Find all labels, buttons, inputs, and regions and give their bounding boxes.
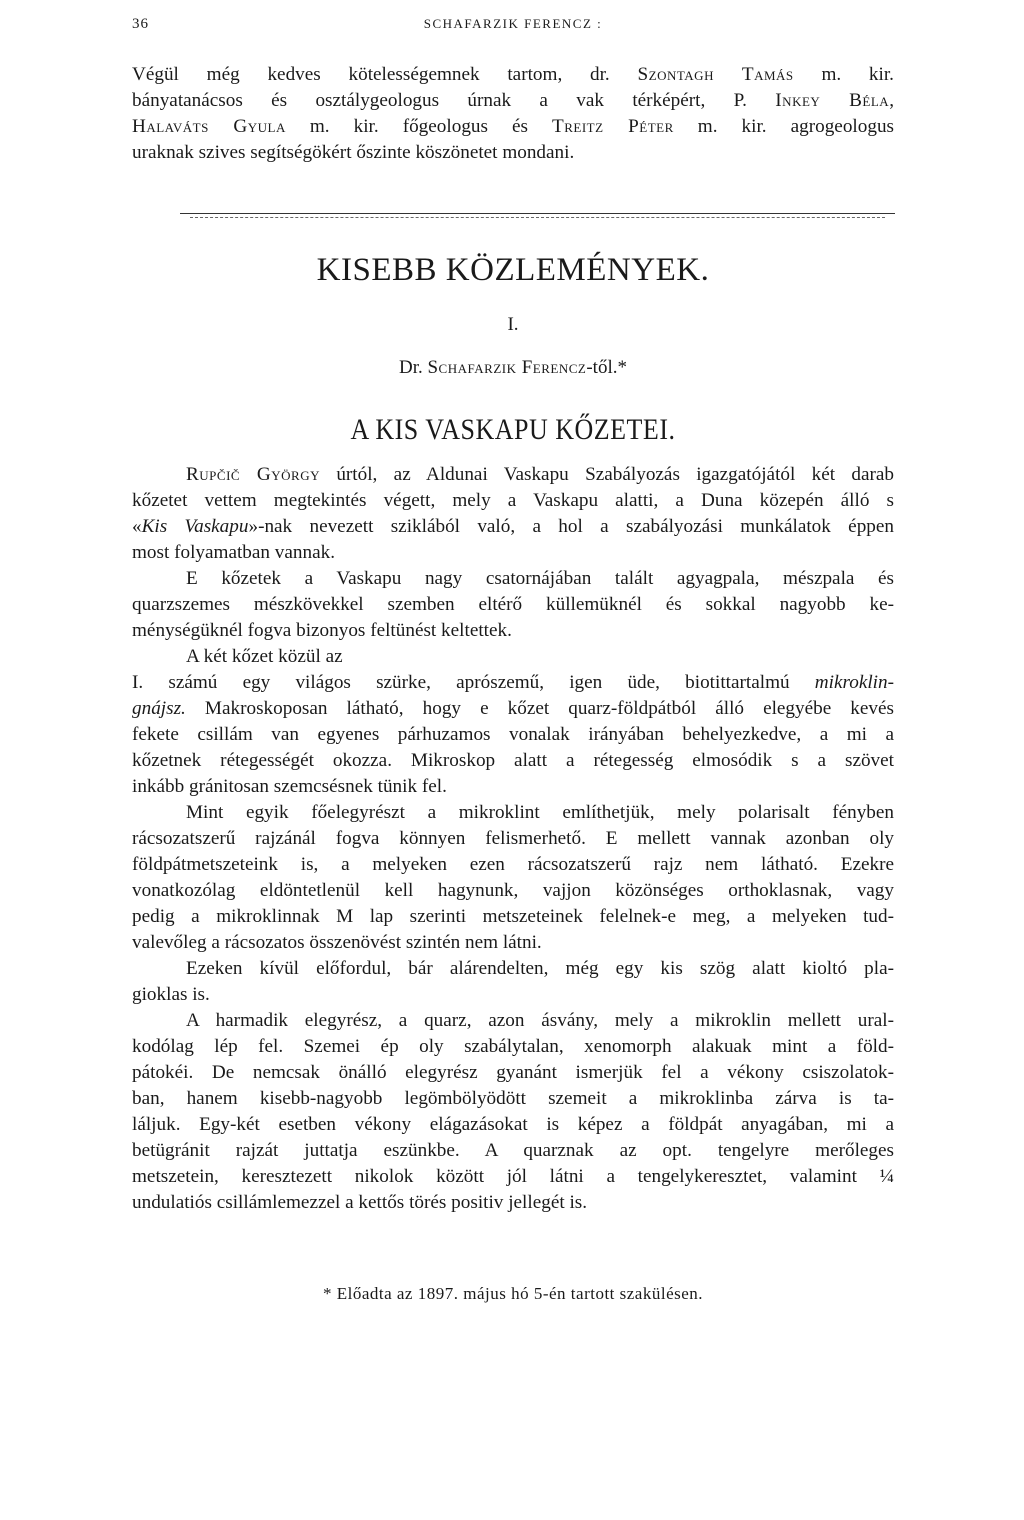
text-line: Ezeken kívül előfordul, bár alárendelten, még egy kis szög alatt kioltó pla- [186, 958, 894, 979]
person-name: Treitz Péter [552, 116, 674, 137]
page-header [132, 16, 894, 40]
text-line: ménységüknél fogva bizonyos feltünést keltettek. [132, 620, 512, 641]
text-line: A harmadik elegyrész, a quarz, azon ásvány, mely a mikroklin mellett ural- [186, 1010, 894, 1031]
text-line: földpátmetszeteink is, a melyeken ezen rácsozatszerű rajz nem látható. Ezekre [132, 854, 894, 875]
section-title: KISEBB KÖZLEMÉNYEK. [316, 252, 710, 288]
person-name: Halaváts Gyula [132, 116, 286, 137]
text-line: inkább gránitosan szemcsésnek tünik fel. [132, 776, 447, 797]
page-number: 36 [132, 16, 149, 32]
author-name: Schafarzik Ferencz [427, 357, 587, 378]
article-body [132, 462, 894, 1216]
text-line: Rupčič György úrtól, az Aldunai Vaskapu Szabályozás igazgatójától két darab [186, 464, 895, 485]
text-line: quarzszemes mészkövekkel szemben eltérő küllemüknél és sokkal nagyobb ke- [132, 594, 894, 615]
text-line: uraknak szives segítségökért őszinte köszönetet mondani. [132, 142, 575, 163]
text-line: Mint egyik főelegyrészt a mikroklint említhetjük, mely polarisalt fényben [186, 802, 894, 823]
text-line: A két kőzet közül az [186, 646, 343, 667]
text-line: láljuk. Egy-két esetben vékony elágazásokat is képez a földpát anyagában, mi a [132, 1114, 894, 1135]
text-line: gioklas is. [132, 984, 210, 1005]
rock-name: mikroklin- [814, 672, 894, 693]
text-line: E kőzetek a Vaskapu nagy csatornájában talált agyagpala, mészpala és [186, 568, 894, 589]
text-line: metszetein, keresztezett nikolok között jól látni a tengelykeresztet, valamint ¼ [132, 1166, 894, 1187]
section-number: I. [507, 314, 519, 335]
place-name: Kis Vaskapu [141, 516, 249, 537]
text-line: rácsozatszerű rajzánál fogva könnyen felismerhető. E mellett vannak azonban oly [132, 828, 894, 849]
text-line: kőzetnek rétegességét okozza. Mikroskop alatt a rétegesség elmosódik s a szövet [132, 750, 894, 771]
text-line: valevőleg a rácsozatos összenövést szintén nem látni. [132, 932, 542, 953]
text-line: Halaváts Gyula m. kir. főgeologus és Treitz Péter m. kir. agrogeologus [132, 116, 894, 137]
text-line: most folyamatban vannak. [132, 542, 336, 563]
text-line: betügránit rajzát juttatja eszünkbe. A quarznak az opt. tengelyre merőleges [132, 1140, 894, 1161]
author-line: Dr. Schafarzik Ferencz-től.* [398, 357, 627, 378]
text-line: gnájsz. Makroskoposan látható, hogy e kőzet quarz-földpátból álló elegyébe kevés [132, 698, 894, 719]
text-line: I. számú egy világos szürke, aprószemű, igen üde, biotittartalmú mikroklin- [132, 672, 894, 693]
article-title: A KIS VASKAPU KŐZETEI. [350, 413, 676, 446]
text-line: Végül még kedves kötelességemnek tartom, dr. Szontagh Tamás m. kir. [132, 64, 894, 85]
text-line: bányatanácsos és osztálygeologus úrnak a vak térképért, P. Inkey Béla, [132, 90, 894, 111]
person-name: Rupčič György [186, 464, 320, 485]
footnote: * Előadta az 1897. május hó 5-én tartott szakülésen. [322, 1284, 704, 1303]
text-line: fekete csillám van egyenes párhuzamos vonalak irányában behelyezkedve, a mi a [132, 724, 894, 745]
section-divider [150, 213, 895, 219]
text-line: «Kis Vaskapu»-nak nevezett sziklából való, a hol a szabályozási munkálatok éppen [132, 516, 894, 537]
text-line: kőzetet vettem megtekintés végett, mely a Vaskapu alatti, a Duna közepén álló s [132, 490, 894, 511]
person-name: Inkey Béla [775, 90, 890, 111]
text-line: undulatiós csillámlemezzel a kettős törés positiv jellegét is. [132, 1192, 588, 1213]
running-title: SCHAFARZIK FERENCZ : [423, 16, 603, 31]
text-line: vonatkozólag eldöntetlenül kell hagynunk, vajjon közönséges orthoklasnak, vagy [132, 880, 894, 901]
text-line: ban, hanem kisebb-nagyobb legömbölyödött szemeit a mikroklinba zárva is ta- [132, 1088, 894, 1109]
intro-paragraph [132, 62, 894, 166]
text-line: kodólag lép fel. Szemei ép oly szabálytalan, xenomorph alakuak mint a föld- [132, 1036, 894, 1057]
person-name: Szontagh Tamás [637, 64, 794, 85]
rock-name: gnájsz. [132, 698, 186, 719]
text-line: pedig a mikroklinnak M lap szerinti metszeteinek felelnek-e meg, a melyeken tud- [132, 906, 894, 927]
text-line: pátokéi. De nemcsak önálló elegyrész gyanánt ismerjük fel a vékony csiszolatok- [132, 1062, 894, 1083]
